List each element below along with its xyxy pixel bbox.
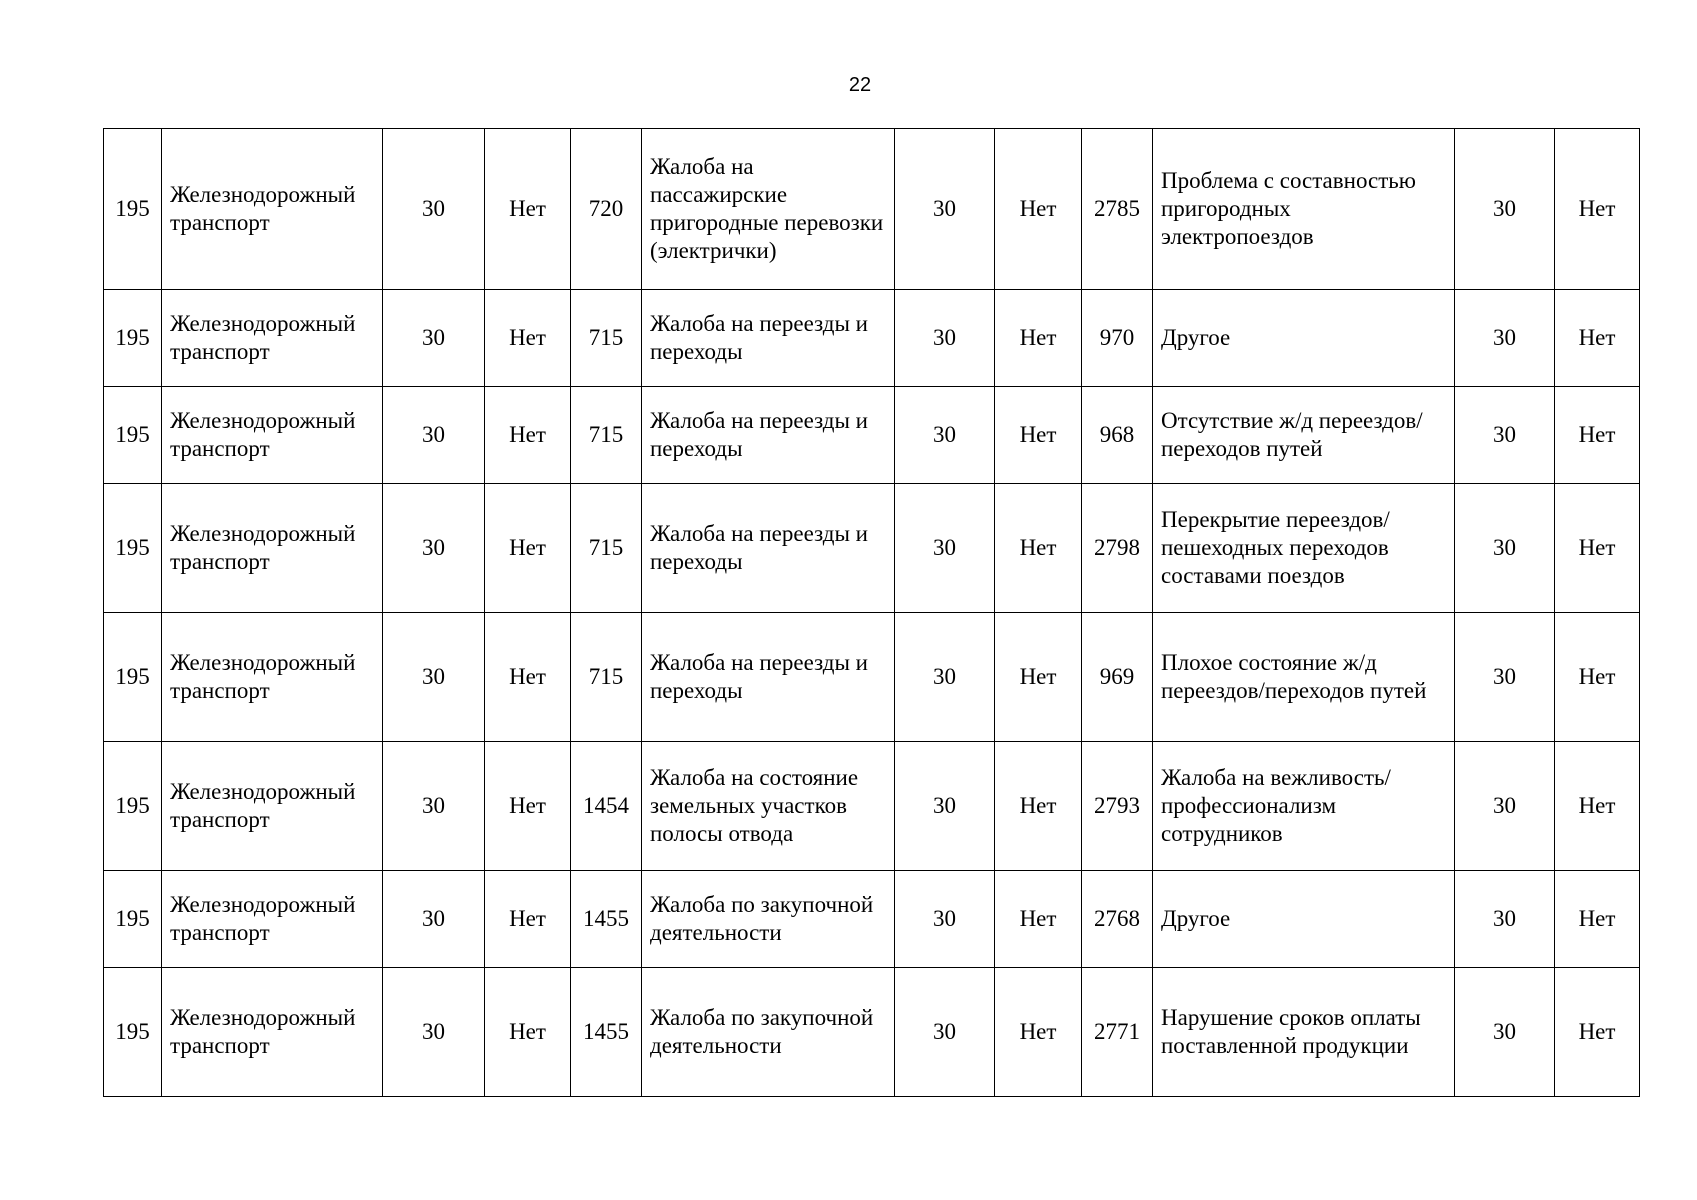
topic-days-cell: 30 — [1455, 129, 1555, 290]
category-code-cell: 195 — [104, 613, 162, 742]
subcategory-name-cell: Жалоба на переезды и переходы — [642, 613, 895, 742]
topic-days-cell: 30 — [1455, 871, 1555, 968]
topic-days-cell: 30 — [1455, 613, 1555, 742]
subcategory-flag-cell: Нет — [995, 968, 1082, 1097]
subcategory-name-cell: Жалоба на переезды и переходы — [642, 290, 895, 387]
topic-flag-cell: Нет — [1555, 290, 1640, 387]
subcategory-days-cell: 30 — [895, 129, 995, 290]
subcategory-code-cell: 1454 — [571, 742, 642, 871]
category-days-cell: 30 — [383, 129, 485, 290]
category-days-cell: 30 — [383, 968, 485, 1097]
category-days-cell: 30 — [383, 871, 485, 968]
subcategory-code-cell: 720 — [571, 129, 642, 290]
subcategory-flag-cell: Нет — [995, 871, 1082, 968]
subcategory-name-cell: Жалоба по закупочной деятельности — [642, 968, 895, 1097]
topic-name-cell: Проблема с составностью пригородных электропоездов — [1153, 129, 1455, 290]
subcategory-flag-cell: Нет — [995, 387, 1082, 484]
topic-flag-cell: Нет — [1555, 387, 1640, 484]
topic-days-cell: 30 — [1455, 484, 1555, 613]
topic-code-cell: 2771 — [1082, 968, 1153, 1097]
classification-table — [103, 128, 1640, 1097]
category-name-cell: Железнодорожный транспорт — [162, 290, 383, 387]
subcategory-name-cell: Жалоба на пассажирские пригородные перевозки (электрички) — [642, 129, 895, 290]
category-code-cell: 195 — [104, 871, 162, 968]
category-days-cell: 30 — [383, 484, 485, 613]
subcategory-code-cell: 1455 — [571, 968, 642, 1097]
category-flag-cell: Нет — [485, 613, 571, 742]
topic-name-cell: Нарушение сроков оплаты поставленной продукции — [1153, 968, 1455, 1097]
table-row — [104, 387, 1640, 484]
table-row — [104, 968, 1640, 1097]
subcategory-code-cell: 715 — [571, 484, 642, 613]
subcategory-flag-cell: Нет — [995, 129, 1082, 290]
category-name-cell: Железнодорожный транспорт — [162, 484, 383, 613]
subcategory-name-cell: Жалоба на переезды и переходы — [642, 387, 895, 484]
topic-name-cell: Отсутствие ж/д переездов/переходов путей — [1153, 387, 1455, 484]
subcategory-name-cell: Жалоба на переезды и переходы — [642, 484, 895, 613]
subcategory-code-cell: 715 — [571, 387, 642, 484]
category-name-cell: Железнодорожный транспорт — [162, 387, 383, 484]
topic-code-cell: 968 — [1082, 387, 1153, 484]
table-row — [104, 484, 1640, 613]
topic-code-cell: 2785 — [1082, 129, 1153, 290]
category-name-cell: Железнодорожный транспорт — [162, 129, 383, 290]
subcategory-flag-cell: Нет — [995, 613, 1082, 742]
category-flag-cell: Нет — [485, 290, 571, 387]
topic-code-cell: 2798 — [1082, 484, 1153, 613]
topic-flag-cell: Нет — [1555, 968, 1640, 1097]
topic-flag-cell: Нет — [1555, 742, 1640, 871]
category-name-cell: Железнодорожный транспорт — [162, 742, 383, 871]
subcategory-flag-cell: Нет — [995, 290, 1082, 387]
category-flag-cell: Нет — [485, 129, 571, 290]
subcategory-name-cell: Жалоба на состояние земельных участков полосы отвода — [642, 742, 895, 871]
subcategory-flag-cell: Нет — [995, 742, 1082, 871]
topic-days-cell: 30 — [1455, 290, 1555, 387]
topic-days-cell: 30 — [1455, 742, 1555, 871]
table-row — [104, 613, 1640, 742]
page-number: 22 — [848, 74, 872, 96]
topic-code-cell: 970 — [1082, 290, 1153, 387]
category-name-cell: Железнодорожный транспорт — [162, 968, 383, 1097]
topic-name-cell: Другое — [1153, 290, 1455, 387]
topic-flag-cell: Нет — [1555, 129, 1640, 290]
category-name-cell: Железнодорожный транспорт — [162, 871, 383, 968]
table-row — [104, 129, 1640, 290]
topic-code-cell: 2793 — [1082, 742, 1153, 871]
topic-code-cell: 2768 — [1082, 871, 1153, 968]
table-row — [104, 290, 1640, 387]
topic-flag-cell: Нет — [1555, 871, 1640, 968]
category-code-cell: 195 — [104, 129, 162, 290]
table-body — [104, 129, 1640, 1097]
subcategory-code-cell: 715 — [571, 613, 642, 742]
category-code-cell: 195 — [104, 968, 162, 1097]
category-flag-cell: Нет — [485, 871, 571, 968]
subcategory-days-cell: 30 — [895, 968, 995, 1097]
category-days-cell: 30 — [383, 742, 485, 871]
subcategory-days-cell: 30 — [895, 290, 995, 387]
subcategory-days-cell: 30 — [895, 742, 995, 871]
topic-name-cell: Жалоба на вежливость/профессионализм сотрудников — [1153, 742, 1455, 871]
subcategory-days-cell: 30 — [895, 387, 995, 484]
category-code-cell: 195 — [104, 387, 162, 484]
topic-code-cell: 969 — [1082, 613, 1153, 742]
topic-flag-cell: Нет — [1555, 613, 1640, 742]
table-row — [104, 871, 1640, 968]
category-flag-cell: Нет — [485, 968, 571, 1097]
subcategory-code-cell: 1455 — [571, 871, 642, 968]
topic-days-cell: 30 — [1455, 387, 1555, 484]
subcategory-flag-cell: Нет — [995, 484, 1082, 613]
table-row — [104, 742, 1640, 871]
subcategory-code-cell: 715 — [571, 290, 642, 387]
category-code-cell: 195 — [104, 742, 162, 871]
category-flag-cell: Нет — [485, 484, 571, 613]
category-days-cell: 30 — [383, 387, 485, 484]
subcategory-days-cell: 30 — [895, 484, 995, 613]
category-name-cell: Железнодорожный транспорт — [162, 613, 383, 742]
topic-name-cell: Перекрытие переездов/пешеходных переходов составами поездов — [1153, 484, 1455, 613]
subcategory-name-cell: Жалоба по закупочной деятельности — [642, 871, 895, 968]
topic-flag-cell: Нет — [1555, 484, 1640, 613]
subcategory-days-cell: 30 — [895, 613, 995, 742]
topic-name-cell: Плохое состояние ж/д переездов/переходов путей — [1153, 613, 1455, 742]
subcategory-days-cell: 30 — [895, 871, 995, 968]
topic-days-cell: 30 — [1455, 968, 1555, 1097]
category-flag-cell: Нет — [485, 742, 571, 871]
category-days-cell: 30 — [383, 290, 485, 387]
category-flag-cell: Нет — [485, 387, 571, 484]
category-code-cell: 195 — [104, 290, 162, 387]
category-days-cell: 30 — [383, 613, 485, 742]
category-code-cell: 195 — [104, 484, 162, 613]
topic-name-cell: Другое — [1153, 871, 1455, 968]
